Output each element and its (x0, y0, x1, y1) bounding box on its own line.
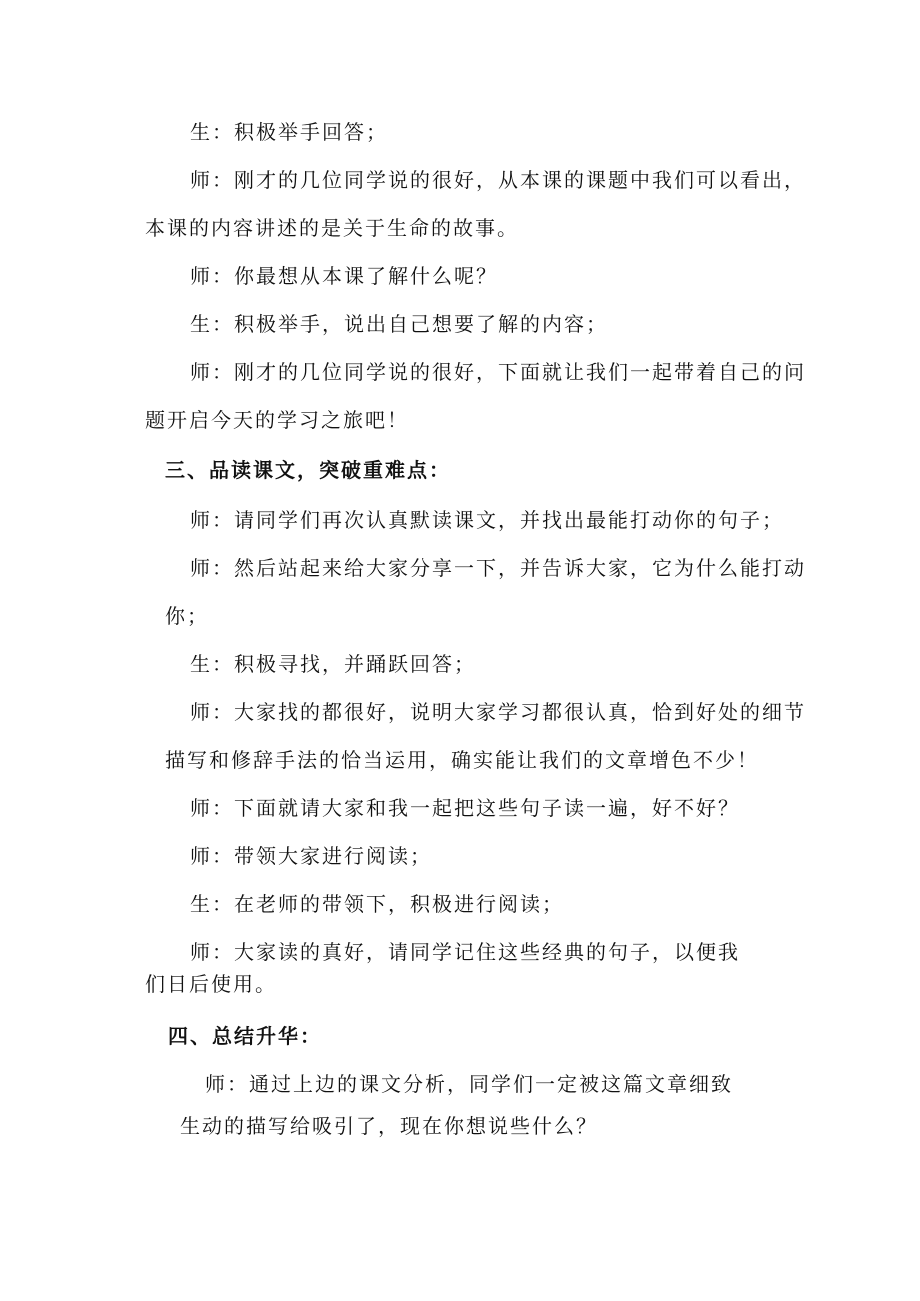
section-heading: 四、总结升华： (168, 1024, 322, 1048)
paragraph-line: 题开启今天的学习之旅吧！ (145, 408, 409, 432)
paragraph-line: 师：大家读的真好，请同学记住这些经典的句子，以便我 (190, 940, 740, 964)
paragraph-line: 本课的内容讲述的是关于生命的故事。 (145, 216, 519, 240)
paragraph-line: 师：请同学们再次认真默读课文，并找出最能打动你的句子； (190, 508, 784, 532)
paragraph-line: 们日后使用。 (145, 972, 277, 996)
paragraph-line: 师：下面就请大家和我一起把这些句子读一遍，好不好？ (190, 796, 740, 820)
paragraph-line: 生：积极举手，说出自己想要了解的内容； (190, 312, 608, 336)
paragraph-line: 描写和修辞手法的恰当运用，确实能让我们的文章增色不少！ (165, 748, 759, 772)
paragraph-line: 师：然后站起来给大家分享一下，并告诉大家，它为什么能打动 (190, 556, 806, 580)
paragraph-line: 师：带领大家进行阅读； (190, 844, 432, 868)
paragraph-line: 你； (165, 604, 209, 628)
paragraph-line: 生：积极寻找，并踊跃回答； (190, 652, 476, 676)
paragraph-line: 师：大家找的都很好，说明大家学习都很认真，恰到好处的细节 (190, 700, 806, 724)
paragraph-line: 生：在老师的带领下，积极进行阅读； (190, 892, 564, 916)
paragraph-line: 师：你最想从本课了解什么呢？ (190, 264, 498, 288)
paragraph-line: 师：刚才的几位同学说的很好，下面就让我们一起带着自己的问 (190, 360, 806, 384)
paragraph-line: 师：通过上边的课文分析，同学们一定被这篇文章细致 (205, 1072, 733, 1096)
paragraph-line: 生：积极举手回答； (190, 120, 388, 144)
paragraph-line: 师：刚才的几位同学说的很好，从本课的课题中我们可以看出， (190, 168, 806, 192)
paragraph-line: 生动的描写给吸引了，现在你想说些什么？ (180, 1114, 598, 1138)
section-heading: 三、品读课文，突破重难点： (165, 458, 451, 482)
